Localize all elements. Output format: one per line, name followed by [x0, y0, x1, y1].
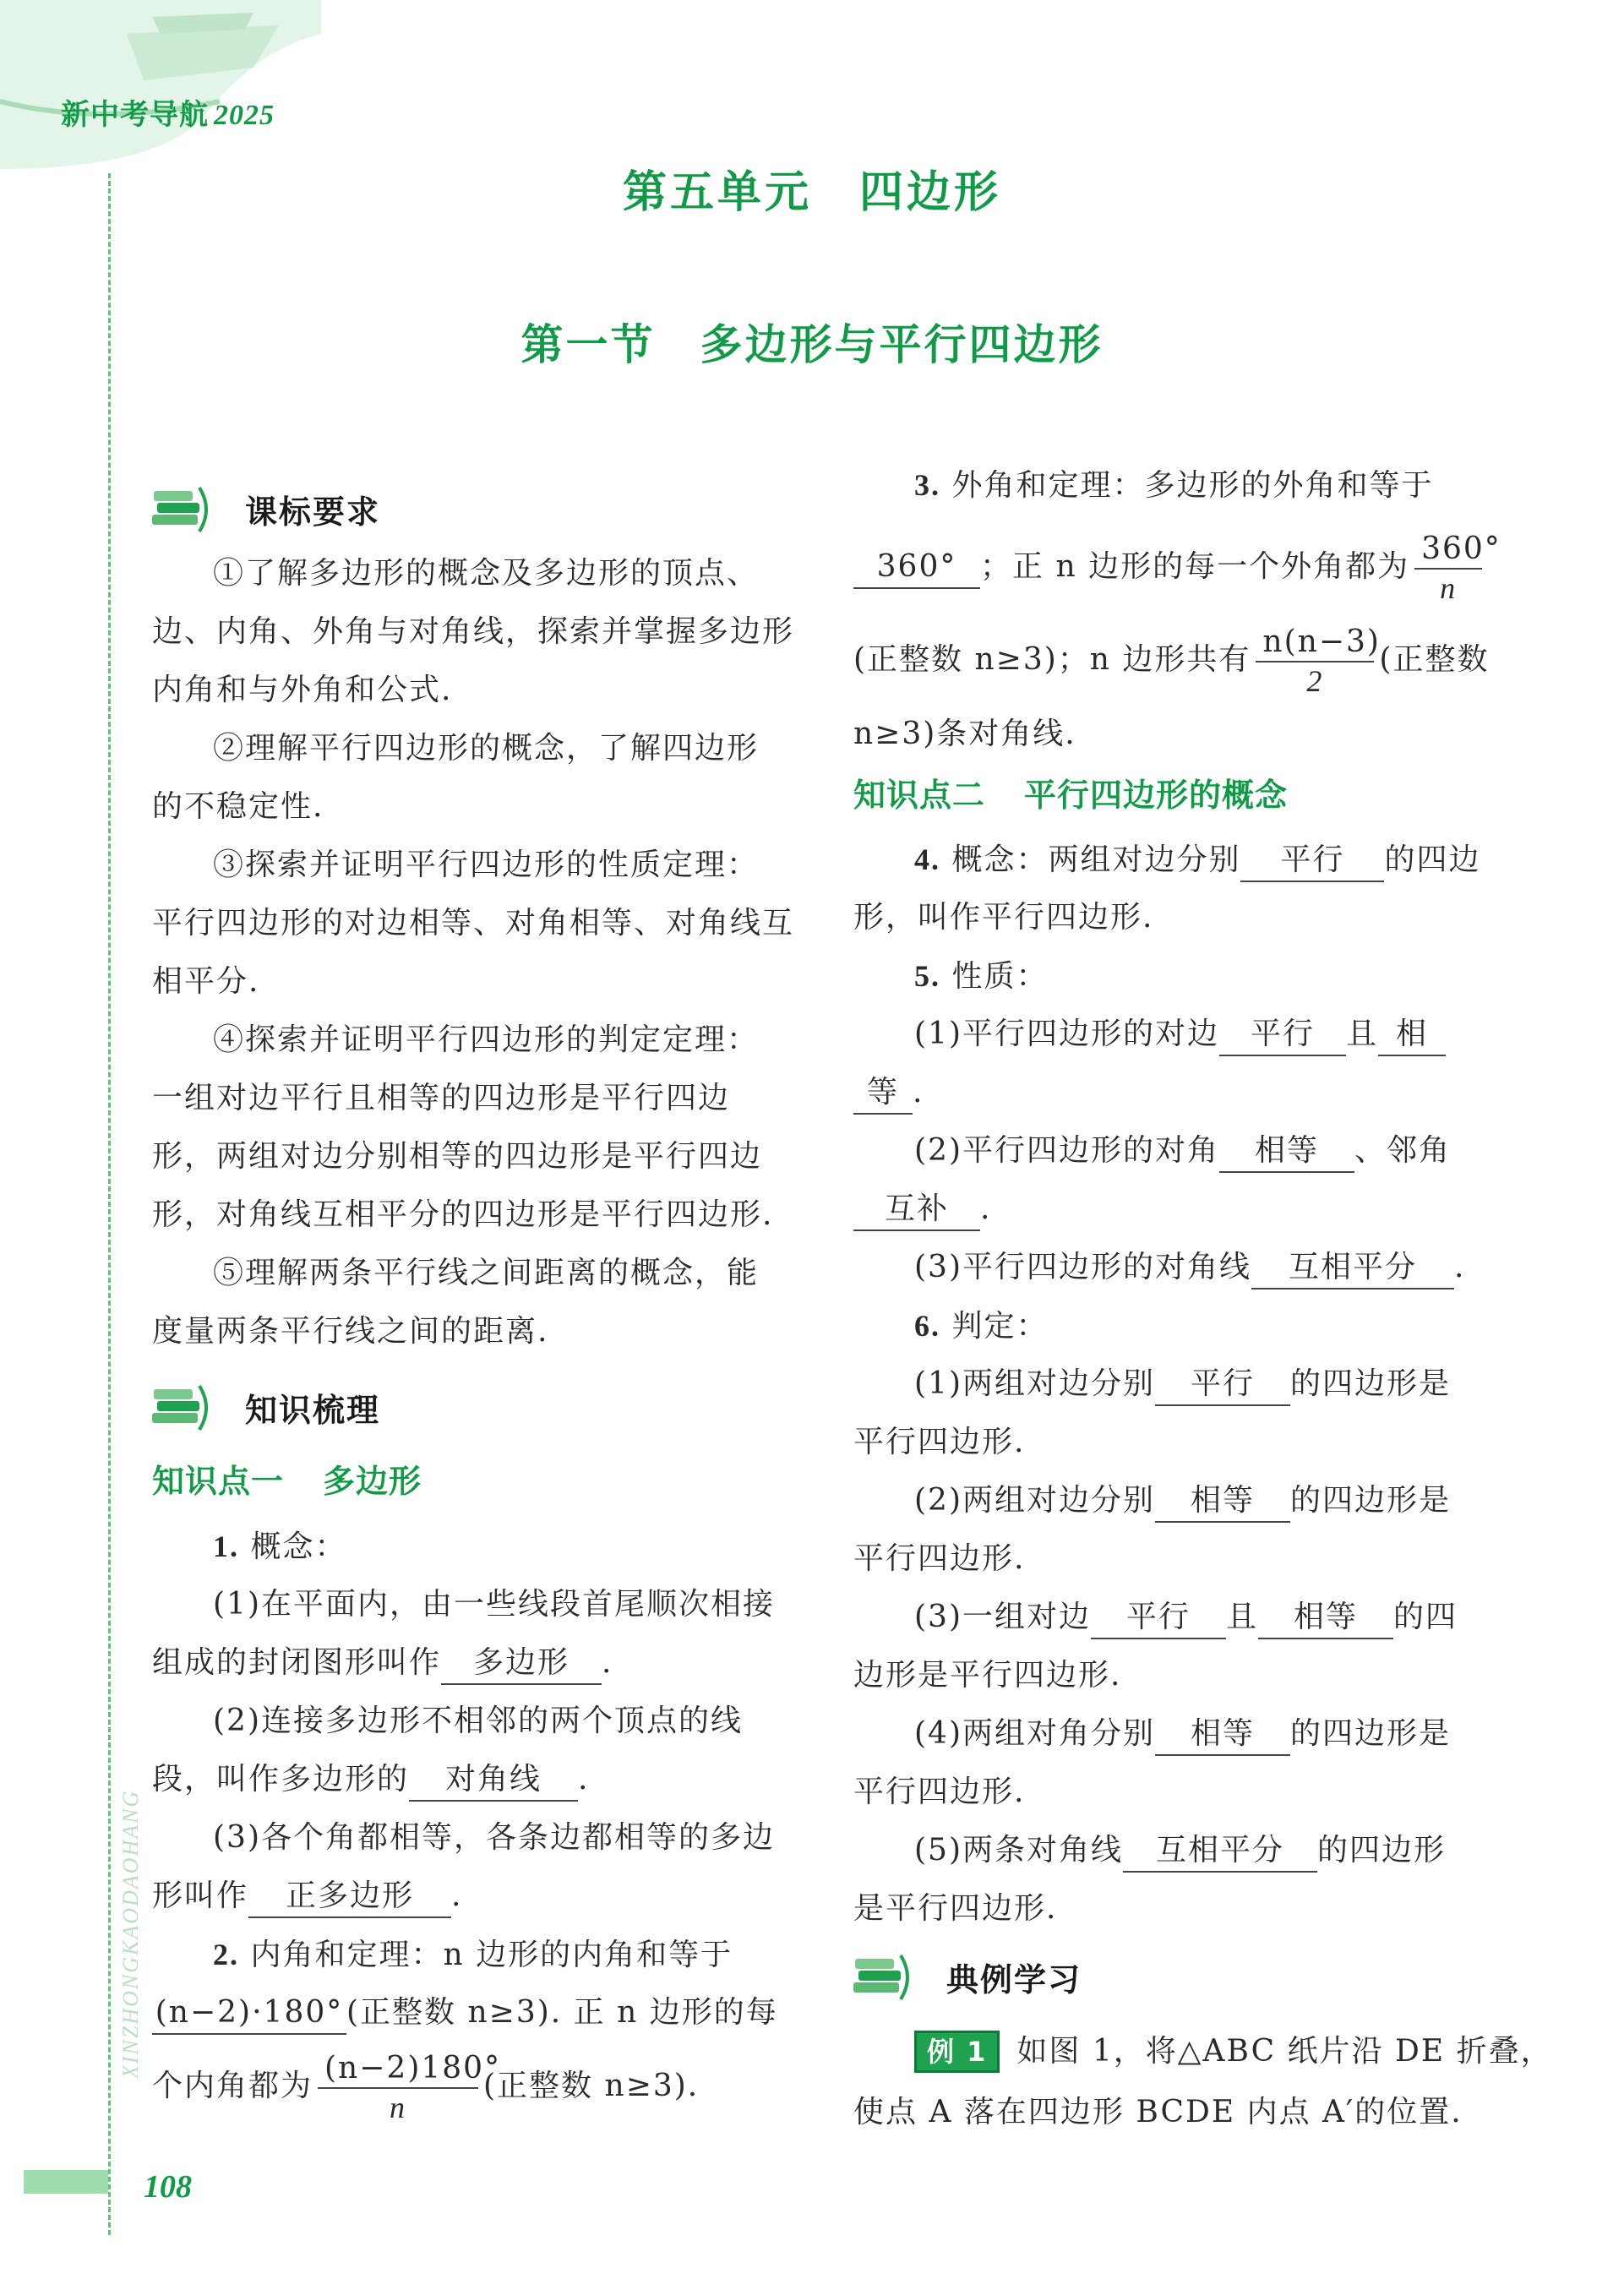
answer-fraction: [1256, 624, 1381, 700]
example1-text: 如图 1，将△ABC 纸片沿 DE 折叠，: [1016, 2034, 1553, 2069]
brand-text: 新中考导航: [61, 98, 209, 132]
ship-decoration: [0, 0, 321, 169]
item4-line1: [853, 831, 1512, 889]
page-number: 108: [144, 2169, 192, 2205]
req2-line1: ②理解平行四边形的概念，了解四边形: [213, 731, 760, 766]
item3-line1: [853, 456, 1512, 515]
item3-text2: ；正 n 边形的每一个外角都为: [980, 549, 1410, 584]
item1a-line2: 组成的封闭图形叫作 多边形 .: [152, 1634, 807, 1692]
answer-blank: 360°: [853, 547, 980, 589]
answer-blank: 互补: [853, 1189, 980, 1231]
item5-3-line1: (3)平行四边形的对角线 互相平分 .: [853, 1239, 1512, 1296]
kp1-label: 知识点一: [152, 1463, 285, 1500]
unit-title: 第五单元 四边形: [622, 167, 1001, 218]
banner-knowledge: [152, 1376, 431, 1440]
item5-1-text2: 且: [1346, 1017, 1379, 1051]
req5-line1: ⑤理解两条平行线之间距离的概念，能: [213, 1256, 760, 1290]
item5-1-line2: 等 .: [853, 1064, 1512, 1121]
answer-fraction: [1414, 531, 1501, 607]
answer-blank: (n−2)·180°: [152, 1993, 346, 2035]
item1c-line2: 形叫作 正多边形 .: [152, 1867, 807, 1925]
item1a-text: 组成的封闭图形叫作: [152, 1645, 442, 1680]
books-icon: [152, 1382, 213, 1433]
item6-2-text: (2)两组对边分别: [914, 1483, 1155, 1518]
example1-line1: [853, 2023, 1553, 2080]
item6-4-text2: 的四边形是: [1290, 1716, 1452, 1751]
req3-line2: 平行四边形的对边相等、对角相等、对角线互: [152, 906, 795, 941]
item2-text3: 个内角都为: [152, 2069, 313, 2103]
req3-line1: ③探索并证明平行四边形的性质定理：: [213, 848, 760, 882]
answer-blank: 平行: [1155, 1364, 1290, 1406]
item1-text: 概念：: [239, 1529, 347, 1564]
answer-blank: 互相平分: [1251, 1247, 1454, 1289]
item3-num: 3.: [914, 468, 940, 502]
kp1-name: 多边形: [323, 1463, 422, 1500]
item3-text: 外角和定理：多边形的外角和等于: [940, 468, 1434, 503]
knowledge-point-2: [853, 769, 1288, 815]
answer-blank: 正多边形: [248, 1876, 451, 1918]
item1a-line1: (1)在平面内，由一些线段首尾顺次相接: [213, 1587, 775, 1622]
item2-text: 内角和定理：n 边形的内角和等于: [239, 1938, 733, 1972]
item4-text2: 的四边: [1384, 842, 1481, 877]
item6-1-line1: [853, 1355, 1512, 1413]
item6-heading: [853, 1297, 1512, 1355]
item3-text3: (正整数 n≥3)；n 边形共有: [853, 642, 1251, 677]
req4-line2: 一组对边平行且相等的四边形是平行四边: [152, 1081, 731, 1115]
brand-logo: [61, 91, 275, 133]
item2-line3: [152, 2050, 807, 2126]
item6-2-line1: [853, 1472, 1512, 1529]
item6-3-line1: [853, 1589, 1512, 1646]
item2-line1: [152, 1926, 807, 1984]
answer-blank: 相: [1378, 1014, 1446, 1056]
item2-num: 2.: [213, 1938, 239, 1971]
item1b-line1: (2)连接多边形不相邻的两个顶点的线: [213, 1704, 743, 1738]
item5-1-text: (1)平行四边形的对边: [914, 1017, 1219, 1051]
item5-num: 5.: [914, 959, 940, 993]
answer-blank: 平行: [1091, 1597, 1226, 1639]
vertical-watermark-text: XINZHONGKAODAOHANG: [118, 1789, 143, 2079]
item6-5-text: (5)两条对角线: [914, 1833, 1123, 1867]
brand-year: 2025: [214, 100, 275, 131]
fraction-numerator: n(n−3): [1256, 624, 1374, 662]
fraction-denominator: n: [1440, 571, 1458, 605]
kp2-label: 知识点二: [853, 777, 986, 814]
answer-blank: 对角线: [409, 1759, 578, 1802]
item6-5-line2: 是平行四边形.: [853, 1891, 1058, 1926]
item5-text: 性质：: [940, 959, 1049, 994]
answer-blank: 等: [853, 1072, 913, 1115]
item6-num: 6.: [914, 1309, 940, 1343]
item6-1-line2: 平行四边形.: [853, 1425, 1026, 1459]
req4-line1: ④探索并证明平行四边形的判定定理：: [213, 1022, 760, 1057]
item6-3-text: (3)一组对边: [914, 1600, 1091, 1634]
fraction-numerator: (n−2)180°: [318, 2050, 478, 2089]
item5-1-line1: [853, 1006, 1512, 1063]
banner-examples: [853, 1945, 1132, 2009]
item6-4-text: (4)两组对角分别: [914, 1716, 1155, 1751]
answer-blank: 平行: [1219, 1014, 1346, 1056]
item6-3-text3: 的四: [1393, 1600, 1458, 1634]
req5-line2: 度量两条平行线之间的距离.: [152, 1314, 549, 1349]
example1-line2: 使点 A 落在四边形 BCDE 内点 A′的位置.: [853, 2095, 1463, 2129]
answer-blank: 相等: [1155, 1714, 1290, 1756]
example-tag: 例 1: [914, 2031, 1000, 2073]
answer-blank: 多边形: [441, 1643, 602, 1685]
item5-2-line2: 互补 .: [853, 1180, 1512, 1238]
item6-1-text: (1)两组对边分别: [914, 1366, 1155, 1401]
item6-5-text2: 的四边形: [1317, 1833, 1447, 1867]
answer-blank: 互相平分: [1123, 1830, 1317, 1873]
item6-4-line2: 平行四边形.: [853, 1775, 1026, 1809]
item2-line2: [152, 1984, 807, 2042]
item4-text: 概念：两组对边分别: [940, 842, 1241, 877]
item5-2-text: (2)平行四边形的对角: [914, 1133, 1219, 1168]
fraction-denominator: n: [390, 2091, 407, 2124]
item3-line2: [853, 531, 1512, 607]
item3-line4: n≥3)条对角线.: [853, 717, 1076, 751]
req1-line2: 边、内角、外角与对角线，探索并掌握多边形: [152, 614, 795, 649]
banner-requirements: [152, 477, 431, 542]
answer-blank: 相等: [1155, 1480, 1290, 1523]
answer-fraction: [318, 2050, 502, 2126]
banner-examples-label: 典例学习: [946, 1961, 1082, 1998]
item1b-text: 段，叫作多边形的: [152, 1762, 410, 1797]
item2-text2: (正整数 n≥3). 正 n 边形的每: [346, 1995, 778, 2030]
section-title: 第一节 多边形与平行四边形: [520, 320, 1104, 369]
item5-heading: [853, 947, 1512, 1006]
page-number-bar: [24, 2170, 108, 2194]
item6-text: 判定：: [940, 1309, 1049, 1344]
req1-line1: ①了解多边形的概念及多边形的顶点、: [213, 556, 760, 591]
kp2-name: 平行四边形的概念: [1024, 777, 1289, 814]
item6-2-text2: 的四边形是: [1290, 1483, 1452, 1518]
item6-4-line1: [853, 1705, 1512, 1763]
answer-blank: 平行: [1240, 840, 1384, 882]
item6-2-line2: 平行四边形.: [853, 1541, 1026, 1576]
item5-2-text2: 、邻角: [1354, 1133, 1452, 1168]
banner-knowledge-label: 知识梳理: [245, 1392, 381, 1429]
item3-line3: [853, 624, 1512, 700]
item4-num: 4.: [914, 842, 940, 876]
fraction-denominator: 2: [1306, 664, 1324, 698]
vertical-watermark: [84, 1707, 143, 2079]
item3-text4: (正整数: [1379, 642, 1490, 677]
item5-3-text: (3)平行四边形的对角线: [914, 1250, 1251, 1284]
req3-line3: 相平分.: [152, 964, 260, 999]
item1c-text: 形叫作: [152, 1878, 249, 1913]
item6-5-line1: [853, 1822, 1512, 1879]
item1c-line1: (3)各个角都相等，各条边都相等的多边: [213, 1820, 775, 1855]
item4-line2: 形，叫作平行四边形.: [853, 900, 1154, 935]
req4-line3: 形，两组对边分别相等的四边形是平行四边: [152, 1139, 763, 1174]
books-icon: [152, 484, 213, 535]
banner-requirements-label: 课标要求: [245, 493, 381, 531]
req4-line4: 形，对角线互相平分的四边形是平行四边形.: [152, 1197, 774, 1232]
item6-1-text2: 的四边形是: [1290, 1366, 1452, 1401]
answer-blank: 相等: [1258, 1597, 1393, 1639]
fraction-numerator: 360°: [1414, 531, 1482, 570]
item1-num: 1.: [213, 1529, 239, 1563]
books-icon: [853, 1952, 914, 2003]
item1b-line2: 段，叫作多边形的 对角线 .: [152, 1751, 807, 1808]
item6-3-line2: 边形是平行四边形.: [853, 1658, 1122, 1693]
item1-heading: [152, 1518, 807, 1576]
req1-line3: 内角和与外角和公式.: [152, 673, 453, 707]
item5-2-line1: [853, 1122, 1512, 1180]
item2-text4: (正整数 n≥3).: [483, 2069, 700, 2103]
knowledge-point-1: [152, 1455, 422, 1502]
req2-line2: 的不稳定性.: [152, 789, 324, 824]
item6-3-text2: 且: [1226, 1600, 1259, 1634]
answer-blank: 相等: [1219, 1131, 1354, 1173]
